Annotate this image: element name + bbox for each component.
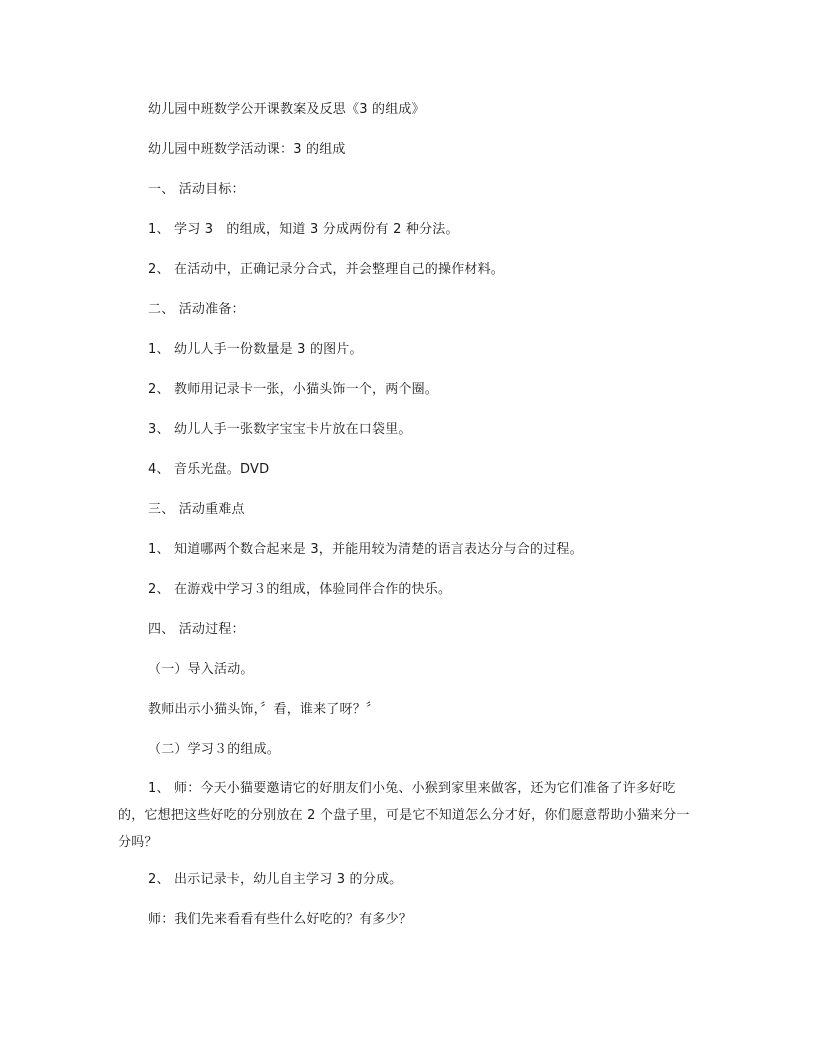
goal-item-2: 2、 在活动中，正确记录分合式，并会整理自己的操作材料。 <box>148 262 505 277</box>
document-subtitle: 幼儿园中班数学活动课：3 的组成 <box>148 142 346 157</box>
preparation-item-2: 2、 教师用记录卡一张，小猫头饰一个，两个圈。 <box>148 382 439 397</box>
preparation-item-4: 4、 音乐光盘。DVD <box>148 462 270 477</box>
process-step-1-paragraph: 1、 师：今天小猫要邀请它的好朋友们小兔、小猴到家里来做客，还为它们准备了许多好吃的，它想把这些好吃的分别放在 2 个盘子里，可是它不知道怎么分才好，你们愿意帮助小猫来分一分吗？ <box>118 781 690 850</box>
process-part-1-heading: （一）导入活动。 <box>148 662 254 677</box>
process-step-2: 2、 出示记录卡，幼儿自主学习 3 的分成。 <box>148 872 403 887</box>
section-heading-preparation: 二、 活动准备： <box>148 302 245 317</box>
document-title: 幼儿园中班数学公开课教案及反思《3 的组成》 <box>148 102 425 117</box>
section-heading-process: 四、 活动过程： <box>148 622 245 637</box>
teacher-question: 师：我们先来看看有些什么好吃的？有多少？ <box>148 912 413 927</box>
key-point-item-2: 2、 在游戏中学习３的组成，体验同伴合作的快乐。 <box>148 582 452 597</box>
key-point-item-1: 1、 知道哪两个数合起来是 3，并能用较为清楚的语言表达分与合的过程。 <box>148 542 583 557</box>
section-heading-key-points: 三、 活动重难点 <box>148 502 245 517</box>
process-part-1-text: 教师出示小猫头饰，〞看，谁来了呀？〞 <box>148 702 380 717</box>
section-heading-goals: 一、 活动目标： <box>148 182 245 197</box>
goal-item-1: 1、 学习 3 的组成，知道 3 分成两份有 2 种分法。 <box>148 222 459 237</box>
process-part-2-heading: （二）学习３的组成。 <box>148 742 281 757</box>
preparation-item-3: 3、 幼儿人手一张数字宝宝卡片放在口袋里。 <box>148 422 412 437</box>
preparation-item-1: 1、 幼儿人手一份数量是 3 的图片。 <box>148 342 363 357</box>
